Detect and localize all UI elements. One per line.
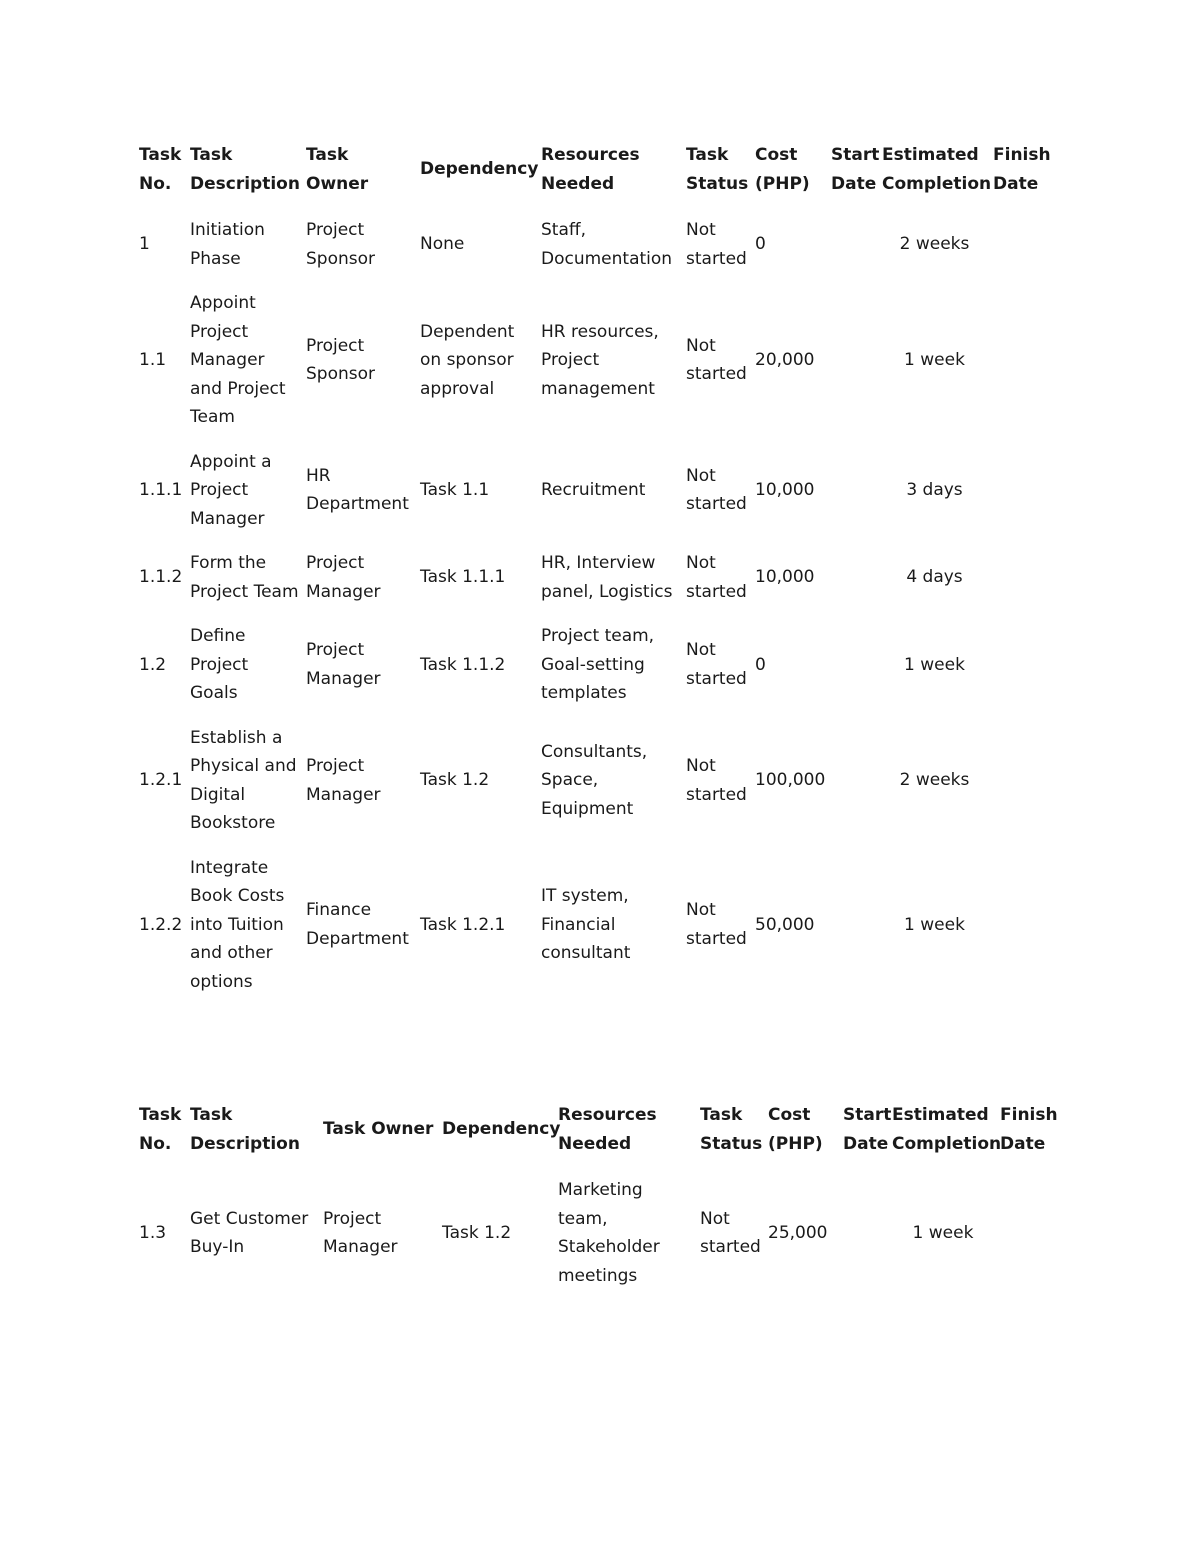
cell-start-date	[828, 716, 879, 846]
cell-task-no: 1	[139, 234, 150, 255]
cell-cost: 0	[755, 234, 766, 255]
cell-start-date	[840, 1168, 889, 1298]
cell-start-date	[828, 614, 879, 716]
header-cost: Cost (PHP)	[768, 1105, 823, 1154]
table-row	[136, 208, 1066, 281]
header-task-description: Task Description	[190, 1105, 300, 1154]
cell-task-description: Establish a Physical and Digital Bookstore	[190, 727, 297, 833]
cell-task-no: 1.2.1	[139, 770, 183, 791]
cell-task-status: Not started	[686, 465, 747, 515]
cell-task-no: 1.2	[139, 654, 167, 675]
cell-task-status: Not started	[700, 1208, 761, 1257]
cell-dependency: Task 1.1.1	[420, 567, 506, 588]
header-task-description: Task Description	[190, 145, 300, 194]
cell-task-status: Not started	[686, 900, 747, 949]
header-resources-needed: Resources Needed	[541, 145, 640, 194]
table-row	[136, 440, 1066, 542]
cell-cost: 50,000	[755, 914, 815, 935]
cell-task-no: 1.1	[139, 350, 167, 370]
cell-start-date	[828, 541, 879, 614]
cell-resources-needed: HR resources, Project management	[541, 321, 659, 399]
cell-task-no: 1.2.2	[139, 914, 183, 935]
cell-finish-date	[990, 541, 1066, 614]
cell-start-date	[828, 281, 879, 440]
header-start-date: Start Date	[843, 1105, 892, 1154]
cell-task-owner: Finance Department	[306, 900, 409, 949]
cell-cost: 0	[755, 654, 766, 675]
cell-task-description: Form the Project Team	[190, 553, 299, 602]
cell-dependency: Task 1.1.2	[420, 654, 506, 675]
cell-task-description: Get Customer Buy-In	[190, 1208, 309, 1257]
cell-finish-date	[990, 716, 1066, 846]
cell-resources-needed: Project team, Goal-setting templates	[541, 626, 655, 703]
cell-task-owner: Project Manager	[323, 1208, 398, 1257]
cell-task-owner: Project Sponsor	[306, 220, 376, 269]
cell-resources-needed: Marketing team, Stakeholder meetings	[558, 1180, 660, 1286]
cell-dependency: Task 1.2.1	[420, 914, 506, 935]
cell-start-date	[828, 440, 879, 542]
cell-estimated-completion: 1 week	[904, 350, 965, 370]
table-row	[136, 281, 1066, 440]
cell-task-description: Initiation Phase	[190, 220, 265, 269]
cell-task-owner: HR Department	[306, 465, 409, 515]
cell-task-no: 1.1.1	[139, 480, 183, 500]
cell-start-date	[828, 208, 879, 281]
header-estimated-completion: Estimated Completion	[882, 145, 992, 194]
cell-task-owner: Project Manager	[306, 756, 381, 805]
cell-start-date	[828, 846, 879, 1005]
cell-finish-date	[990, 440, 1066, 542]
cell-task-description: Appoint a Project Manager	[190, 451, 272, 529]
header-finish-date: Finish Date	[993, 145, 1051, 194]
cell-task-no: 1.3	[139, 1222, 167, 1243]
cell-cost: 100,000	[755, 770, 826, 791]
cell-task-owner: Project Manager	[306, 553, 381, 602]
cell-dependency: Task 1.2	[442, 1222, 512, 1243]
header-finish-date: Finish Date	[1000, 1105, 1058, 1154]
cell-resources-needed: IT system, Financial consultant	[541, 886, 631, 963]
header-task-owner: Task Owner	[323, 1119, 434, 1140]
cell-finish-date	[990, 846, 1066, 1005]
cell-task-status: Not started	[686, 220, 747, 269]
table-row	[136, 614, 1066, 716]
header-dependency: Dependency	[442, 1119, 561, 1140]
cell-finish-date	[990, 208, 1066, 281]
cell-task-status: Not started	[686, 756, 747, 805]
table-row	[136, 716, 1066, 846]
header-cost: Cost (PHP)	[755, 145, 810, 194]
cell-cost: 10,000	[755, 480, 815, 500]
cell-task-status: Not started	[686, 553, 747, 602]
cell-resources-needed: HR, Interview panel, Logistics	[541, 553, 673, 602]
cell-cost: 10,000	[755, 567, 815, 588]
header-task-owner: Task Owner	[306, 145, 369, 194]
header-estimated-completion: Estimated Completion	[892, 1105, 1002, 1154]
cell-task-description: Appoint Project Manager and Project Team	[190, 293, 286, 427]
cell-resources-needed: Consultants, Space, Equipment	[541, 741, 648, 819]
table-header-row	[136, 1101, 1066, 1168]
task-table-1	[136, 141, 1066, 1004]
cell-cost: 20,000	[755, 350, 815, 370]
table-header-row	[136, 141, 1066, 208]
header-task-no: Task No.	[139, 1105, 182, 1154]
cell-task-no: 1.1.2	[139, 567, 183, 588]
cell-task-owner: Project Sponsor	[306, 335, 376, 385]
cell-resources-needed: Staff, Documentation	[541, 220, 673, 269]
cell-estimated-completion: 1 week	[904, 654, 965, 675]
header-resources-needed: Resources Needed	[558, 1105, 657, 1154]
cell-task-status: Not started	[686, 640, 747, 689]
cell-cost: 25,000	[768, 1222, 828, 1243]
cell-estimated-completion: 3 days	[906, 480, 963, 500]
table-row	[136, 541, 1066, 614]
cell-finish-date	[990, 614, 1066, 716]
table-row	[136, 1168, 1066, 1298]
cell-dependency: Task 1.2	[420, 770, 490, 791]
cell-estimated-completion: 4 days	[906, 567, 963, 588]
header-task-status: Task Status	[686, 145, 749, 194]
cell-estimated-completion: 1 week	[912, 1222, 974, 1243]
cell-task-status: Not started	[686, 335, 747, 385]
cell-finish-date	[997, 1168, 1066, 1298]
cell-estimated-completion: 2 weeks	[899, 234, 970, 255]
cell-finish-date	[990, 281, 1066, 440]
cell-dependency: Task 1.1	[420, 480, 490, 500]
header-dependency: Dependency	[420, 159, 539, 180]
cell-task-description: Integrate Book Costs into Tuition and other options	[190, 857, 285, 992]
cell-dependency: None	[420, 234, 465, 255]
cell-estimated-completion: 2 weeks	[899, 770, 970, 791]
header-task-status: Task Status	[700, 1105, 763, 1154]
cell-task-description: Define Project Goals	[190, 626, 249, 703]
cell-task-owner: Project Manager	[306, 640, 381, 689]
cell-resources-needed: Recruitment	[541, 480, 646, 500]
header-task-no: Task No.	[139, 145, 182, 194]
cell-dependency: Dependent on sponsor approval	[420, 321, 515, 399]
task-table-2	[136, 1101, 1066, 1298]
header-start-date: Start Date	[831, 145, 880, 194]
cell-estimated-completion: 1 week	[904, 914, 965, 935]
table-row	[136, 846, 1066, 1005]
